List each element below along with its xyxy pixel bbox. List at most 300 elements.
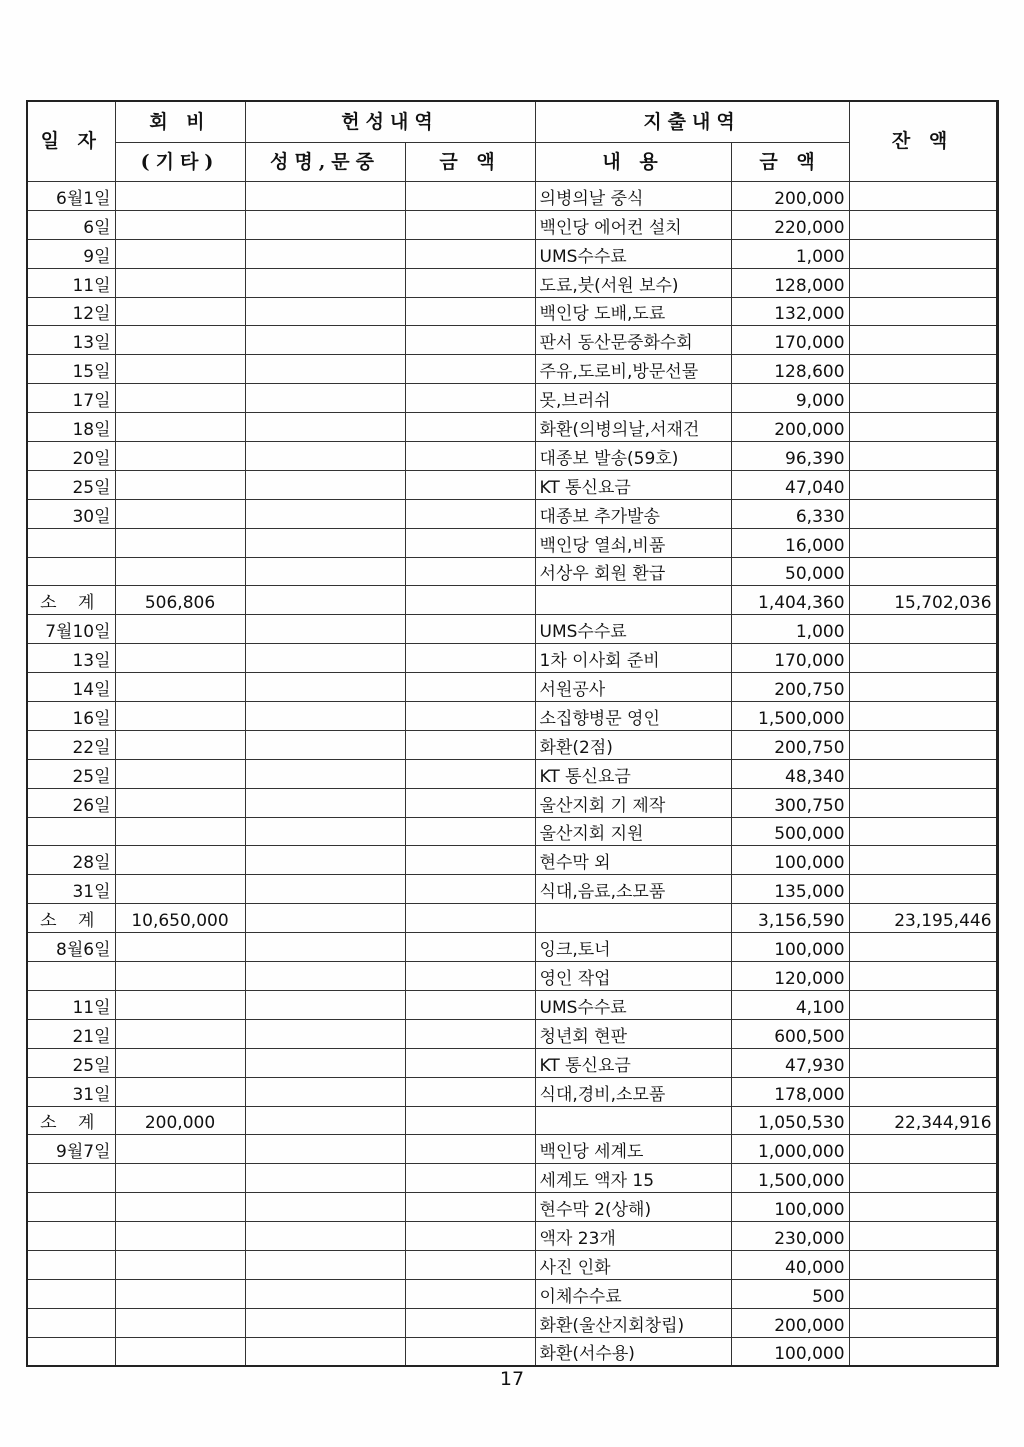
cell-amount: 1,500,000 bbox=[731, 1164, 849, 1193]
cell-donor bbox=[245, 355, 405, 384]
cell-donor bbox=[245, 615, 405, 644]
cell-amount: 170,000 bbox=[731, 326, 849, 355]
cell-donor bbox=[245, 384, 405, 413]
table-row bbox=[27, 1048, 997, 1077]
cell-donation bbox=[405, 615, 535, 644]
cell-balance bbox=[849, 702, 997, 731]
cell-amount: 4,100 bbox=[731, 990, 849, 1019]
cell-date: 소 계 bbox=[27, 586, 115, 615]
header-balance: 잔 액 bbox=[849, 101, 997, 182]
cell-donation bbox=[405, 846, 535, 875]
cell-desc bbox=[535, 586, 731, 615]
cell-donation bbox=[405, 730, 535, 759]
table-row bbox=[27, 528, 997, 557]
cell-date: 16일 bbox=[27, 702, 115, 731]
cell-fee bbox=[115, 499, 245, 528]
cell-donation bbox=[405, 1279, 535, 1308]
cell-balance bbox=[849, 1135, 997, 1164]
table-row bbox=[27, 673, 997, 702]
table-row bbox=[27, 268, 997, 297]
cell-desc: 백인당 열쇠,비품 bbox=[535, 528, 731, 557]
cell-donor bbox=[245, 1193, 405, 1222]
cell-donor bbox=[245, 1164, 405, 1193]
cell-donor bbox=[245, 210, 405, 239]
cell-fee bbox=[115, 788, 245, 817]
cell-desc: 식대,음료,소모품 bbox=[535, 875, 731, 904]
table-row bbox=[27, 962, 997, 991]
cell-fee bbox=[115, 1308, 245, 1337]
cell-fee: 10,650,000 bbox=[115, 904, 245, 933]
table-row bbox=[27, 846, 997, 875]
cell-fee bbox=[115, 1077, 245, 1106]
cell-date: 22일 bbox=[27, 730, 115, 759]
cell-balance bbox=[849, 268, 997, 297]
cell-donation bbox=[405, 817, 535, 846]
header-fee: 회 비 bbox=[115, 101, 245, 143]
cell-desc: 이체수수료 bbox=[535, 1279, 731, 1308]
cell-donor bbox=[245, 586, 405, 615]
cell-donor bbox=[245, 1250, 405, 1279]
cell-desc: 대종보 추가발송 bbox=[535, 499, 731, 528]
cell-donor bbox=[245, 557, 405, 586]
cell-amount: 128,000 bbox=[731, 268, 849, 297]
cell-desc: 화환(서수용) bbox=[535, 1337, 731, 1366]
cell-donor bbox=[245, 673, 405, 702]
cell-balance bbox=[849, 644, 997, 673]
cell-donation bbox=[405, 1337, 535, 1366]
table-row bbox=[27, 730, 997, 759]
cell-balance: 22,344,916 bbox=[849, 1106, 997, 1135]
cell-amount: 500 bbox=[731, 1279, 849, 1308]
cell-balance bbox=[849, 442, 997, 471]
cell-fee bbox=[115, 326, 245, 355]
cell-date bbox=[27, 1222, 115, 1251]
cell-donor bbox=[245, 1019, 405, 1048]
cell-donation bbox=[405, 413, 535, 442]
cell-date: 11일 bbox=[27, 268, 115, 297]
cell-date: 20일 bbox=[27, 442, 115, 471]
cell-desc: KT 통신요금 bbox=[535, 759, 731, 788]
cell-donation bbox=[405, 297, 535, 326]
cell-amount: 170,000 bbox=[731, 644, 849, 673]
cell-amount: 6,330 bbox=[731, 499, 849, 528]
table-row bbox=[27, 615, 997, 644]
cell-donor bbox=[245, 413, 405, 442]
cell-donor bbox=[245, 1106, 405, 1135]
cell-fee bbox=[115, 673, 245, 702]
cell-date: 9일 bbox=[27, 239, 115, 268]
cell-amount: 220,000 bbox=[731, 210, 849, 239]
cell-amount: 1,000 bbox=[731, 239, 849, 268]
cell-fee bbox=[115, 1279, 245, 1308]
cell-donor bbox=[245, 990, 405, 1019]
cell-donation bbox=[405, 1077, 535, 1106]
cell-desc bbox=[535, 904, 731, 933]
cell-donation bbox=[405, 875, 535, 904]
table-row bbox=[27, 210, 997, 239]
cell-fee bbox=[115, 239, 245, 268]
cell-donor bbox=[245, 875, 405, 904]
table-row bbox=[27, 499, 997, 528]
cell-donor bbox=[245, 182, 405, 211]
cell-donation bbox=[405, 933, 535, 962]
table-row bbox=[27, 413, 997, 442]
cell-fee bbox=[115, 1048, 245, 1077]
cell-amount: 135,000 bbox=[731, 875, 849, 904]
cell-desc: 소집향병문 영인 bbox=[535, 702, 731, 731]
cell-donor bbox=[245, 702, 405, 731]
cell-donation bbox=[405, 586, 535, 615]
cell-donation bbox=[405, 268, 535, 297]
cell-donor bbox=[245, 326, 405, 355]
cell-desc: 도료,붓(서원 보수) bbox=[535, 268, 731, 297]
cell-donor bbox=[245, 759, 405, 788]
cell-donor bbox=[245, 933, 405, 962]
cell-fee bbox=[115, 962, 245, 991]
cell-fee bbox=[115, 182, 245, 211]
table-row bbox=[27, 326, 997, 355]
cell-balance bbox=[849, 933, 997, 962]
cell-donor bbox=[245, 846, 405, 875]
cell-date bbox=[27, 1308, 115, 1337]
cell-amount: 200,000 bbox=[731, 1308, 849, 1337]
cell-donor bbox=[245, 644, 405, 673]
cell-fee bbox=[115, 1193, 245, 1222]
cell-amount: 40,000 bbox=[731, 1250, 849, 1279]
header-expense-amount: 금 액 bbox=[731, 143, 849, 182]
cell-donor bbox=[245, 817, 405, 846]
table-row bbox=[27, 355, 997, 384]
cell-balance bbox=[849, 1193, 997, 1222]
cell-amount: 500,000 bbox=[731, 817, 849, 846]
cell-balance bbox=[849, 182, 997, 211]
cell-desc: UMS수수료 bbox=[535, 239, 731, 268]
cell-date: 25일 bbox=[27, 759, 115, 788]
cell-fee bbox=[115, 384, 245, 413]
cell-desc: 울산지회 기 제작 bbox=[535, 788, 731, 817]
cell-balance bbox=[849, 355, 997, 384]
cell-desc: 세계도 액자 15 bbox=[535, 1164, 731, 1193]
cell-donation bbox=[405, 442, 535, 471]
cell-donation bbox=[405, 326, 535, 355]
table-row bbox=[27, 1337, 997, 1366]
cell-desc: 1차 이사회 준비 bbox=[535, 644, 731, 673]
cell-amount: 96,390 bbox=[731, 442, 849, 471]
header-expense-desc: 내 용 bbox=[535, 143, 731, 182]
cell-donor bbox=[245, 788, 405, 817]
cell-donor bbox=[245, 1077, 405, 1106]
cell-date: 18일 bbox=[27, 413, 115, 442]
cell-fee bbox=[115, 1019, 245, 1048]
cell-amount: 200,750 bbox=[731, 673, 849, 702]
cell-date: 15일 bbox=[27, 355, 115, 384]
cell-donor bbox=[245, 730, 405, 759]
cell-fee bbox=[115, 846, 245, 875]
cell-date bbox=[27, 1164, 115, 1193]
cell-donation bbox=[405, 1222, 535, 1251]
cell-fee bbox=[115, 297, 245, 326]
cell-donor bbox=[245, 1279, 405, 1308]
table-row bbox=[27, 1164, 997, 1193]
table-row bbox=[27, 759, 997, 788]
cell-date: 6일 bbox=[27, 210, 115, 239]
table-row bbox=[27, 702, 997, 731]
cell-donation bbox=[405, 182, 535, 211]
cell-donation bbox=[405, 1019, 535, 1048]
cell-date bbox=[27, 1250, 115, 1279]
cell-desc: UMS수수료 bbox=[535, 615, 731, 644]
cell-balance bbox=[849, 759, 997, 788]
cell-donation bbox=[405, 788, 535, 817]
cell-desc: 백인당 세계도 bbox=[535, 1135, 731, 1164]
cell-fee: 506,806 bbox=[115, 586, 245, 615]
cell-balance bbox=[849, 528, 997, 557]
cell-donor bbox=[245, 470, 405, 499]
cell-date: 31일 bbox=[27, 1077, 115, 1106]
cell-fee bbox=[115, 1164, 245, 1193]
cell-donor bbox=[245, 528, 405, 557]
cell-donation bbox=[405, 1106, 535, 1135]
cell-balance bbox=[849, 413, 997, 442]
table-row bbox=[27, 1308, 997, 1337]
cell-donation bbox=[405, 962, 535, 991]
cell-donation bbox=[405, 702, 535, 731]
cell-fee bbox=[115, 1337, 245, 1366]
cell-amount: 1,050,530 bbox=[731, 1106, 849, 1135]
cell-desc: 백인당 에어컨 설치 bbox=[535, 210, 731, 239]
cell-fee bbox=[115, 702, 245, 731]
cell-date bbox=[27, 1193, 115, 1222]
cell-amount: 200,750 bbox=[731, 730, 849, 759]
cell-desc: 현수막 2(상해) bbox=[535, 1193, 731, 1222]
table-row bbox=[27, 1222, 997, 1251]
cell-amount: 47,930 bbox=[731, 1048, 849, 1077]
cell-fee bbox=[115, 817, 245, 846]
cell-fee bbox=[115, 990, 245, 1019]
cell-amount: 230,000 bbox=[731, 1222, 849, 1251]
cell-amount: 128,600 bbox=[731, 355, 849, 384]
table-row bbox=[27, 470, 997, 499]
cell-date: 26일 bbox=[27, 788, 115, 817]
cell-desc: 식대,경비,소모품 bbox=[535, 1077, 731, 1106]
cell-balance bbox=[849, 673, 997, 702]
table-row bbox=[27, 1019, 997, 1048]
cell-desc: 액자 23개 bbox=[535, 1222, 731, 1251]
cell-donation bbox=[405, 1250, 535, 1279]
cell-fee bbox=[115, 413, 245, 442]
cell-desc: 화환(2점) bbox=[535, 730, 731, 759]
cell-donation bbox=[405, 990, 535, 1019]
cell-date bbox=[27, 817, 115, 846]
cell-balance bbox=[849, 1164, 997, 1193]
cell-desc: 주유,도로비,방문선물 bbox=[535, 355, 731, 384]
cell-date: 25일 bbox=[27, 470, 115, 499]
table-row bbox=[27, 442, 997, 471]
cell-date: 12일 bbox=[27, 297, 115, 326]
cell-donation bbox=[405, 1164, 535, 1193]
cell-desc: 백인당 도배,도료 bbox=[535, 297, 731, 326]
cell-amount: 178,000 bbox=[731, 1077, 849, 1106]
header-donation: 헌성내역 bbox=[245, 101, 535, 143]
cell-amount: 120,000 bbox=[731, 962, 849, 991]
cell-date: 9월7일 bbox=[27, 1135, 115, 1164]
ledger-body bbox=[27, 182, 997, 1367]
cell-donation bbox=[405, 1193, 535, 1222]
cell-balance bbox=[849, 1308, 997, 1337]
cell-desc: 대종보 발송(59호) bbox=[535, 442, 731, 471]
cell-date: 14일 bbox=[27, 673, 115, 702]
cell-balance bbox=[849, 615, 997, 644]
table-row bbox=[27, 384, 997, 413]
cell-amount: 9,000 bbox=[731, 384, 849, 413]
cell-donation bbox=[405, 557, 535, 586]
header-date: 일 자 bbox=[27, 101, 115, 182]
cell-fee bbox=[115, 442, 245, 471]
cell-donor bbox=[245, 239, 405, 268]
cell-desc: 화환(울산지회창립) bbox=[535, 1308, 731, 1337]
cell-date: 6월1일 bbox=[27, 182, 115, 211]
subtotal-row bbox=[27, 1106, 997, 1135]
cell-balance bbox=[849, 1279, 997, 1308]
cell-amount: 3,156,590 bbox=[731, 904, 849, 933]
cell-amount: 16,000 bbox=[731, 528, 849, 557]
cell-balance bbox=[849, 1337, 997, 1366]
table-row bbox=[27, 557, 997, 586]
table-row bbox=[27, 875, 997, 904]
cell-donation bbox=[405, 239, 535, 268]
cell-amount: 1,500,000 bbox=[731, 702, 849, 731]
cell-fee bbox=[115, 644, 245, 673]
cell-amount: 200,000 bbox=[731, 413, 849, 442]
cell-date: 11일 bbox=[27, 990, 115, 1019]
cell-date: 소 계 bbox=[27, 1106, 115, 1135]
cell-desc: KT 통신요금 bbox=[535, 470, 731, 499]
cell-date: 7월10일 bbox=[27, 615, 115, 644]
cell-date bbox=[27, 1337, 115, 1366]
cell-donation bbox=[405, 904, 535, 933]
table-row bbox=[27, 1250, 997, 1279]
cell-amount: 100,000 bbox=[731, 1337, 849, 1366]
cell-balance bbox=[849, 990, 997, 1019]
cell-balance bbox=[849, 1019, 997, 1048]
cell-date: 31일 bbox=[27, 875, 115, 904]
cell-balance bbox=[849, 962, 997, 991]
cell-balance bbox=[849, 1077, 997, 1106]
cell-donation bbox=[405, 644, 535, 673]
page-number: 17 bbox=[499, 1368, 525, 1390]
cell-date bbox=[27, 528, 115, 557]
cell-donor bbox=[245, 904, 405, 933]
cell-desc: 의병의날 중식 bbox=[535, 182, 731, 211]
cell-amount: 200,000 bbox=[731, 182, 849, 211]
table-row bbox=[27, 933, 997, 962]
cell-balance bbox=[849, 1250, 997, 1279]
cell-amount: 100,000 bbox=[731, 933, 849, 962]
cell-balance bbox=[849, 326, 997, 355]
header-expense: 지출내역 bbox=[535, 101, 849, 143]
cell-date: 25일 bbox=[27, 1048, 115, 1077]
cell-amount: 132,000 bbox=[731, 297, 849, 326]
cell-fee: 200,000 bbox=[115, 1106, 245, 1135]
cell-date bbox=[27, 962, 115, 991]
table-row bbox=[27, 817, 997, 846]
cell-date: 28일 bbox=[27, 846, 115, 875]
cell-donation bbox=[405, 355, 535, 384]
subtotal-row bbox=[27, 904, 997, 933]
table-row bbox=[27, 1279, 997, 1308]
table-row bbox=[27, 1135, 997, 1164]
cell-fee bbox=[115, 557, 245, 586]
cell-balance bbox=[849, 875, 997, 904]
table-row bbox=[27, 182, 997, 211]
cell-date: 21일 bbox=[27, 1019, 115, 1048]
cell-desc: 사진 인화 bbox=[535, 1250, 731, 1279]
cell-donation bbox=[405, 499, 535, 528]
cell-date bbox=[27, 1279, 115, 1308]
cell-fee bbox=[115, 933, 245, 962]
table-row bbox=[27, 239, 997, 268]
cell-desc: 청년회 현판 bbox=[535, 1019, 731, 1048]
ledger-table bbox=[26, 100, 999, 1367]
cell-desc: 영인 작업 bbox=[535, 962, 731, 991]
cell-desc: 화환(의병의날,서재건 bbox=[535, 413, 731, 442]
table-row bbox=[27, 1193, 997, 1222]
table-row bbox=[27, 1077, 997, 1106]
header-fee-sub: (기타) bbox=[115, 143, 245, 182]
cell-balance bbox=[849, 730, 997, 759]
cell-balance bbox=[849, 499, 997, 528]
cell-fee bbox=[115, 759, 245, 788]
cell-fee bbox=[115, 528, 245, 557]
header-donation-amount: 금 액 bbox=[405, 143, 535, 182]
table-row bbox=[27, 788, 997, 817]
cell-balance bbox=[849, 557, 997, 586]
cell-desc: UMS수수료 bbox=[535, 990, 731, 1019]
cell-amount: 100,000 bbox=[731, 1193, 849, 1222]
cell-date bbox=[27, 557, 115, 586]
cell-donor bbox=[245, 268, 405, 297]
cell-date: 소 계 bbox=[27, 904, 115, 933]
cell-balance bbox=[849, 1222, 997, 1251]
cell-fee bbox=[115, 1222, 245, 1251]
cell-date: 8월6일 bbox=[27, 933, 115, 962]
cell-date: 17일 bbox=[27, 384, 115, 413]
cell-donor bbox=[245, 1222, 405, 1251]
cell-donation bbox=[405, 470, 535, 499]
ledger-header bbox=[27, 101, 997, 182]
cell-donor bbox=[245, 297, 405, 326]
cell-desc: 울산지회 지원 bbox=[535, 817, 731, 846]
cell-fee bbox=[115, 1250, 245, 1279]
cell-amount: 1,000 bbox=[731, 615, 849, 644]
cell-fee bbox=[115, 730, 245, 759]
cell-balance bbox=[849, 297, 997, 326]
header-donor: 성명,문중 bbox=[245, 143, 405, 182]
cell-desc: 못,브러쉬 bbox=[535, 384, 731, 413]
cell-balance bbox=[849, 817, 997, 846]
cell-fee bbox=[115, 355, 245, 384]
cell-desc: 판서 동산문중화수회 bbox=[535, 326, 731, 355]
cell-donor bbox=[245, 1308, 405, 1337]
cell-donor bbox=[245, 1048, 405, 1077]
cell-balance bbox=[849, 846, 997, 875]
cell-date: 30일 bbox=[27, 499, 115, 528]
cell-desc: 현수막 외 bbox=[535, 846, 731, 875]
cell-amount: 47,040 bbox=[731, 470, 849, 499]
cell-donation bbox=[405, 759, 535, 788]
cell-donation bbox=[405, 1135, 535, 1164]
cell-balance bbox=[849, 1048, 997, 1077]
